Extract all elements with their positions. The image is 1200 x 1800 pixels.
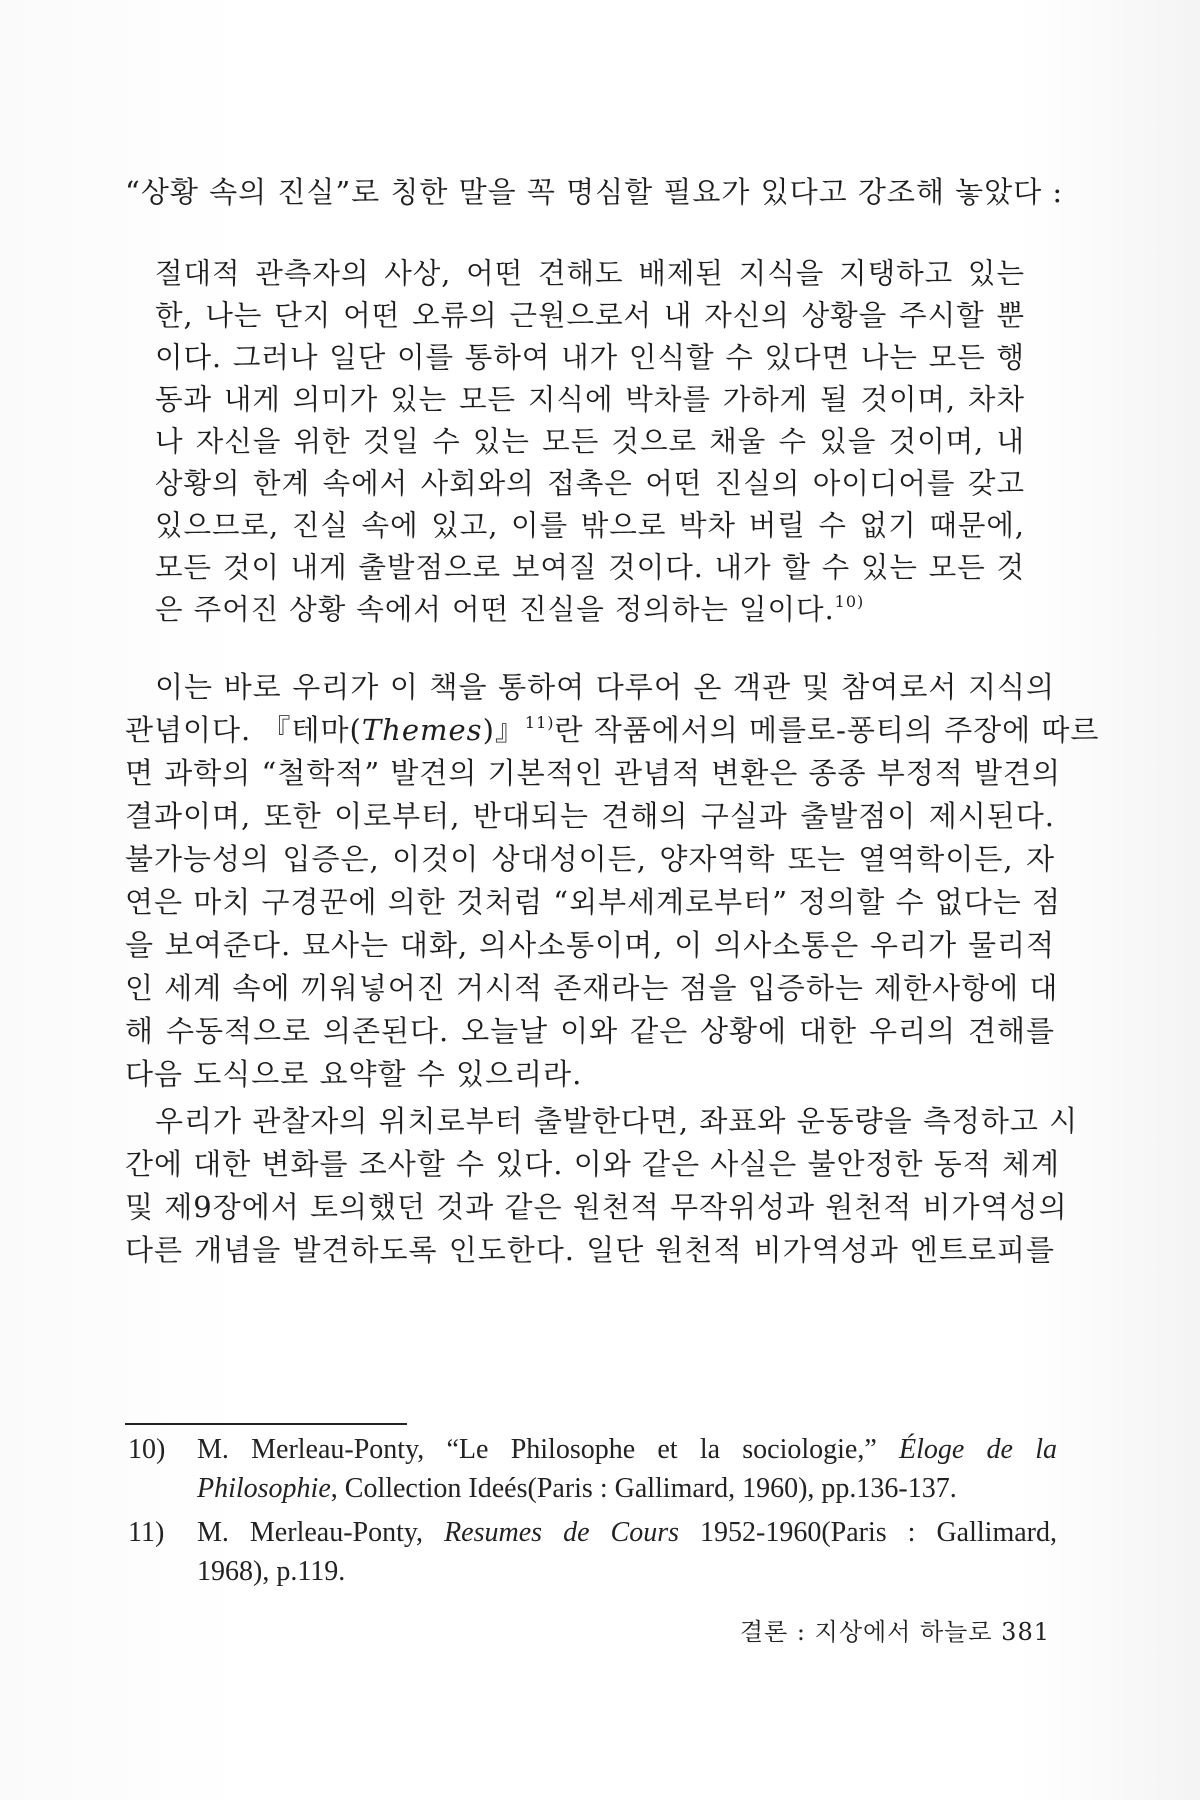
footnote-11-line-2: 1968), p.119. [197, 1556, 346, 1587]
footnote-10-line-2 [197, 1473, 957, 1505]
quote-line: 한, 나는 단지 어떤 오류의 근원으로서 내 자신의 상황을 주시할 뿐 [155, 299, 1025, 332]
book-title: Resumes de Cours [444, 1517, 679, 1548]
paragraph-line: 면 과학의 “철학적” 발견의 기본적인 관념적 변환은 종종 부정적 발견의 [125, 756, 1062, 790]
paragraph-line: 을 보여준다. 묘사는 대화, 의사소통이며, 이 의사소통은 우리가 물리적 [125, 928, 1055, 962]
paragraph-line: 및 제9장에서 토의했던 것과 같은 원천적 무작위성과 원천적 비가역성의 [125, 1190, 1068, 1224]
text: 관념이다. 『테마( [125, 713, 362, 747]
quote-line: 이다. 그러나 일단 이를 통하여 내가 인식할 수 있다면 나는 모든 행 [155, 341, 1025, 374]
quote-line-last [155, 587, 1025, 628]
paragraph-line: 불가능성의 입증은, 이것이 상대성이든, 양자역학 또는 열역학이든, 자 [125, 842, 1055, 876]
quote-text: 은 주어진 상황 속에서 어떤 진실을 정의하는 일이다. [155, 593, 835, 626]
paragraph-line: 인 세계 속에 끼워넣어진 거시적 존재라는 점을 입증하는 제한사항에 대 [125, 971, 1059, 1005]
paragraph-line-with-title [125, 708, 1100, 749]
text: , Collection Ideés(Paris : Gallimard, 1960), pp.136-137. [330, 1473, 957, 1504]
book-title: Philosophie [197, 1473, 331, 1504]
quote-line: 절대적 관측자의 사상, 어떤 견해도 배제된 지식을 지탱하고 있는 [155, 257, 1025, 290]
book-title: Éloge de la [899, 1434, 1057, 1465]
text: M. Merleau-Ponty, [197, 1517, 445, 1548]
footnote-11-line-1 [197, 1517, 1057, 1549]
paragraph-line: 다음 도식으로 요약할 수 있으리라. [125, 1057, 583, 1091]
paragraph-line: 간에 대한 변화를 조사할 수 있다. 이와 같은 사실은 불안정한 동적 체계 [125, 1147, 1061, 1181]
paragraph-line: 해 수동적으로 의존된다. 오늘날 이와 같은 상황에 대한 우리의 견해를 [125, 1014, 1055, 1048]
lead-line: “상황 속의 진실”로 칭한 말을 꼭 명심할 필요가 있다고 강조해 놓았다 : [125, 175, 1064, 209]
footnote-ref-11: 11) [524, 713, 555, 732]
text: 란 작품에서의 메를로-퐁티의 주장에 따르 [554, 713, 1100, 747]
paragraph-line: 다른 개념을 발견하도록 인도한다. 일단 원천적 비가역성과 엔트로피를 [125, 1233, 1055, 1267]
quote-line: 상황의 한계 속에서 사회와의 접촉은 어떤 진실의 아이디어를 갖고 [155, 467, 1025, 500]
running-footer: 결론 : 지상에서 하늘로 381 [739, 1618, 1050, 1646]
text: )』 [482, 713, 525, 747]
footnote-ref-10: 10) [834, 592, 865, 611]
quote-line: 모든 것이 내게 출발점으로 보여질 것이다. 내가 할 수 있는 모든 것 [155, 551, 1025, 584]
paragraph-line: 연은 마치 구경꾼에 의한 것처럼 “외부세계로부터” 정의할 수 없다는 점 [125, 885, 1062, 919]
paragraph-line: 결과이며, 또한 이로부터, 반대되는 견해의 구실과 출발점이 제시된다. [125, 799, 1055, 833]
footnote-divider [125, 1423, 407, 1425]
footnote-number: 10) [128, 1434, 166, 1465]
quote-line: 있으므로, 진실 속에 있고, 이를 밖으로 박차 버릴 수 없기 때문에, [155, 509, 1025, 542]
quote-line: 동과 내게 의미가 있는 모든 지식에 박차를 가하게 될 것이며, 차차 [155, 383, 1025, 416]
text: 1952-1960(Paris : Gallimard, [678, 1517, 1057, 1548]
footnote-number: 11) [128, 1517, 165, 1548]
paragraph-line: 이는 바로 우리가 이 책을 통하여 다루어 온 객관 및 참여로서 지식의 [155, 670, 1055, 704]
text: M. Merleau-Ponty, “Le Philosophe et la sociologie,” [197, 1434, 899, 1465]
paragraph-line: 우리가 관찰자의 위치로부터 출발한다면, 좌표와 운동량을 측정하고 시 [155, 1104, 1079, 1138]
footnote-10-line-1 [197, 1434, 1057, 1466]
work-title: Themes [361, 713, 483, 747]
quote-line: 나 자신을 위한 것일 수 있는 모든 것으로 채울 수 있을 것이며, 내 [155, 425, 1025, 458]
